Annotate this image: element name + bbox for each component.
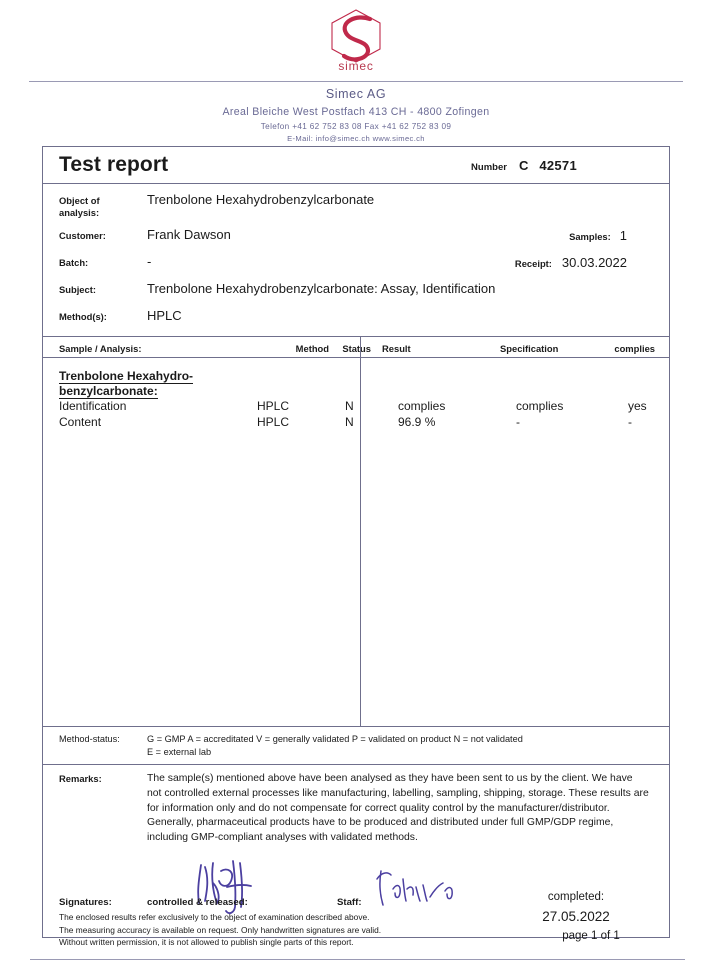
method-status-line-1: G = GMP A = accreditated V = generally validated P = validated on product N = not validated xyxy=(147,733,523,744)
results-vertical-divider xyxy=(360,337,361,726)
logo-caption: simec xyxy=(338,59,374,73)
samples-label: Samples: xyxy=(569,230,611,242)
results-table-body xyxy=(43,358,669,431)
results-group-title-line-1: Trenbolone Hexahydro- xyxy=(59,368,194,383)
remarks-label: Remarks: xyxy=(59,773,102,785)
method-status-legend xyxy=(43,726,669,765)
object-label-line-2: analysis: xyxy=(59,206,100,218)
address-line-1: Areal Bleiche West Postfach 413 CH - 4800 Zofingen xyxy=(222,106,490,118)
report-number-value: 42571 xyxy=(539,157,577,173)
results-group-title xyxy=(43,369,249,399)
results-table-header xyxy=(43,337,669,358)
column-header-specification: Specification xyxy=(500,342,559,354)
report-number-letter: C xyxy=(518,157,529,173)
staff-label: Staff: xyxy=(337,897,362,909)
method-status-body xyxy=(147,733,655,760)
receipt-value: 30.03.2022 xyxy=(561,254,627,270)
object-label-line-1: Object of xyxy=(59,195,100,206)
column-header-result: Result xyxy=(382,342,411,354)
completed-label: completed: xyxy=(547,891,605,904)
methods-label: Method(s): xyxy=(59,310,107,322)
column-header-status: Status xyxy=(342,342,371,354)
report-title-row xyxy=(43,147,669,184)
table-row xyxy=(43,399,669,415)
subject-label: Subject: xyxy=(59,283,96,295)
letterhead xyxy=(0,0,712,144)
cell-analysis: Identification xyxy=(59,398,127,413)
cell-status: N xyxy=(345,414,354,429)
object-of-analysis-value: Trenbolone Hexahydrobenzylcarbonate xyxy=(147,192,375,207)
cell-analysis: Content xyxy=(59,414,102,429)
batch-label: Batch: xyxy=(59,256,89,268)
completed-date: 27.05.2022 xyxy=(542,908,610,924)
cell-status: N xyxy=(345,398,354,413)
samples-block xyxy=(447,228,655,243)
cell-specification: - xyxy=(516,414,520,429)
disclaimer-line-1: The enclosed results refer exclusively to the object of examination described above. xyxy=(59,912,370,923)
results-table xyxy=(43,337,669,726)
handwritten-signature-controlled-released-icon xyxy=(183,857,303,917)
subject-value: Trenbolone Hexahydrobenzylcarbonate: Assay, Identification xyxy=(147,280,496,296)
batch-value: - xyxy=(147,253,152,269)
address-line-3: E-Mail: info@simec.ch www.simec.ch xyxy=(287,133,425,143)
test-report-document xyxy=(42,146,670,948)
object-of-analysis-label xyxy=(59,193,147,219)
results-group-title-line-2: benzylcarbonate: xyxy=(59,383,158,398)
table-row xyxy=(43,415,669,431)
controlled-released-label: controlled & released: xyxy=(147,897,248,909)
report-number-block xyxy=(471,158,655,173)
method-status-line-2: E = external lab xyxy=(147,746,212,757)
disclaimer-line-3: Without written permission, it is not allowed to publish single parts of this report. xyxy=(59,937,354,948)
page-indicator: page 1 of 1 xyxy=(562,929,620,942)
report-number-label: Number xyxy=(471,161,507,173)
samples-value: 1 xyxy=(619,227,627,243)
column-header-method: Method xyxy=(295,342,329,354)
page-title: Test report xyxy=(59,153,169,176)
cell-result: complies xyxy=(398,398,446,413)
receipt-block xyxy=(447,255,655,270)
report-meta-block xyxy=(43,184,669,337)
remarks-text: The sample(s) mentioned above have been analysed as they have been sent to us by the client. We have not controlled external processes like manufacturing, labelling, sampling, shipping, storage. These results are for information only and do not compensate for correct quality control by the manufacturer/distributor. Generally, pharmaceutical products have to be produced and distributed under full GMP/GDP regime, including GMP-compliant analyses with validated methods. xyxy=(147,773,649,844)
column-header-sample: Sample / Analysis: xyxy=(59,342,142,354)
receipt-label: Receipt: xyxy=(514,257,552,269)
column-header-complies: complies xyxy=(614,342,655,354)
meta-row-object xyxy=(43,193,669,219)
footer-divider xyxy=(30,959,685,960)
cell-method: HPLC xyxy=(257,398,290,413)
signatures-label: Signatures: xyxy=(59,897,112,909)
signature-section xyxy=(43,853,669,963)
disclaimer-text xyxy=(59,911,459,949)
company-name: Simec AG xyxy=(325,87,387,101)
meta-row-batch xyxy=(43,255,669,273)
meta-row-customer xyxy=(43,228,669,246)
cell-specification: complies xyxy=(516,398,564,413)
customer-value: Frank Dawson xyxy=(147,226,231,242)
cell-complies: yes xyxy=(628,398,647,413)
remarks-section xyxy=(43,764,669,853)
methods-value: HPLC xyxy=(147,307,182,323)
header-divider xyxy=(29,81,683,82)
disclaimer-line-2: The measuring accuracy is available on request. Only handwritten signatures are valid. xyxy=(59,924,382,935)
cell-method: HPLC xyxy=(257,414,290,429)
method-status-label: Method-status: xyxy=(59,733,120,744)
cell-complies: - xyxy=(628,414,632,429)
cell-result: 96.9 % xyxy=(398,414,436,429)
customer-label: Customer: xyxy=(59,229,106,241)
completed-block xyxy=(501,889,651,946)
address-line-2: Telefon +41 62 752 83 08 Fax +41 62 752 83 09 xyxy=(260,122,452,132)
meta-row-subject xyxy=(43,282,669,300)
meta-row-methods xyxy=(43,309,669,327)
